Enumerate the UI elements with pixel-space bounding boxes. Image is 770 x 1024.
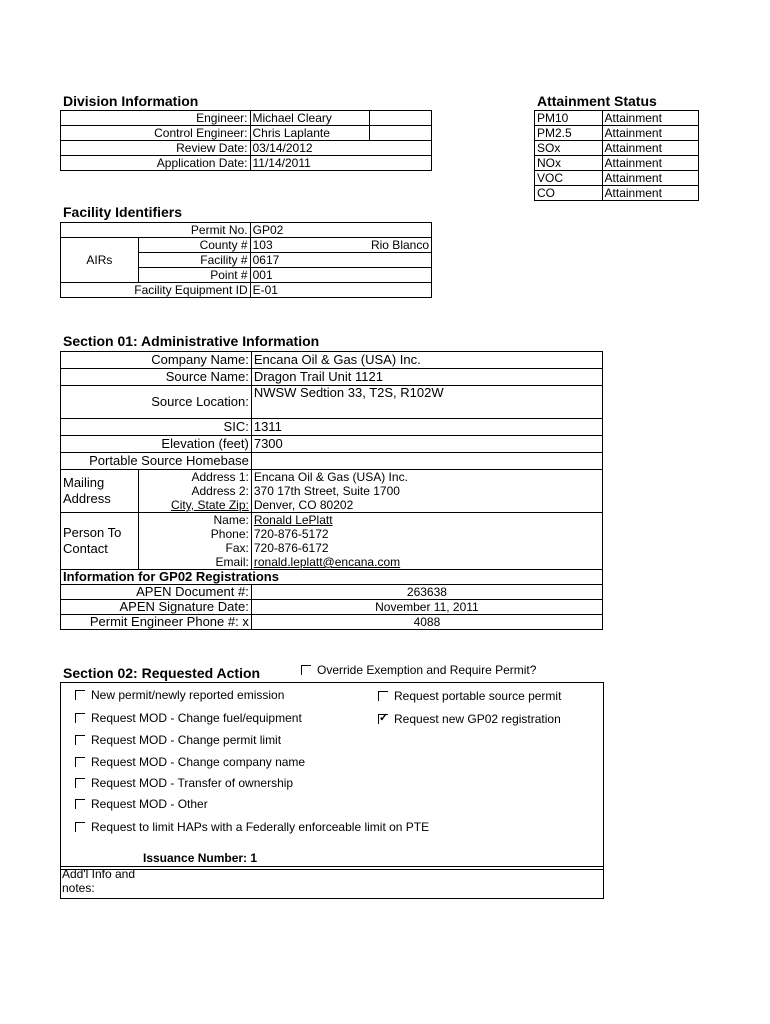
checkbox-checked-icon[interactable] bbox=[378, 714, 388, 724]
phone-label: Phone: bbox=[138, 527, 251, 541]
table-row bbox=[61, 111, 432, 126]
point-value: 001 bbox=[250, 268, 431, 283]
application-date-value: 11/14/2011 bbox=[250, 156, 432, 171]
facility-number-label: Facility # bbox=[138, 253, 250, 268]
permit-label: Permit No. bbox=[61, 223, 251, 238]
phone-ext-label: Permit Engineer Phone #: x bbox=[61, 615, 252, 630]
fax-label: Fax: bbox=[138, 541, 251, 555]
table-row bbox=[61, 585, 603, 600]
status-cell: Attainment bbox=[602, 141, 698, 156]
table-row bbox=[61, 513, 603, 528]
airs-label: AIRs bbox=[61, 238, 139, 283]
location-label: Source Location: bbox=[61, 386, 252, 419]
gp02-header: Information for GP02 Registrations bbox=[61, 570, 603, 585]
attainment-title: Attainment Status bbox=[537, 93, 657, 109]
city-label: City, State Zip: bbox=[138, 498, 251, 513]
pollutant-cell: SOx bbox=[535, 141, 603, 156]
table-row bbox=[61, 570, 603, 585]
checkbox-icon[interactable] bbox=[75, 713, 85, 723]
sic-label: SIC: bbox=[61, 419, 252, 436]
table-row bbox=[61, 141, 432, 156]
homebase-label: Portable Source Homebase bbox=[61, 453, 252, 470]
pollutant-cell: PM10 bbox=[535, 111, 603, 126]
apen-sig-label: APEN Signature Date: bbox=[61, 600, 252, 615]
engineer-value: Michael Cleary bbox=[250, 111, 370, 126]
source-label: Source Name: bbox=[61, 369, 252, 386]
table-row bbox=[61, 615, 603, 630]
checkbox-icon[interactable] bbox=[75, 822, 85, 832]
admin-table bbox=[60, 351, 603, 630]
name-value: Ronald LePlatt bbox=[251, 513, 602, 528]
status-cell: Attainment bbox=[602, 111, 698, 126]
status-cell: Attainment bbox=[602, 186, 698, 201]
option-change-limit[interactable]: Request MOD - Change permit limit bbox=[75, 733, 281, 747]
issuance-number: Issuance Number: 1 bbox=[143, 851, 258, 865]
table-row bbox=[61, 156, 432, 171]
table-row bbox=[61, 386, 603, 419]
checkbox-icon[interactable] bbox=[75, 778, 85, 788]
section01-title: Section 01: Administrative Information bbox=[63, 333, 320, 349]
table-row bbox=[61, 498, 603, 513]
company-label: Company Name: bbox=[61, 352, 252, 369]
application-date-label: Application Date: bbox=[61, 156, 251, 171]
table-row bbox=[61, 352, 603, 369]
location-value: NWSW Sedtion 33, T2S, R102W bbox=[251, 386, 602, 419]
table-row bbox=[61, 541, 603, 555]
elevation-value: 7300 bbox=[251, 436, 602, 453]
apen-doc-value: 263638 bbox=[251, 585, 602, 600]
table-row bbox=[61, 369, 603, 386]
fax-value: 720-876-6172 bbox=[251, 541, 602, 555]
pollutant-cell: VOC bbox=[535, 171, 603, 186]
table-row bbox=[535, 111, 699, 126]
option-new-permit[interactable]: New permit/newly reported emission bbox=[75, 688, 284, 702]
phone-value: 720-876-5172 bbox=[251, 527, 602, 541]
table-row bbox=[535, 126, 699, 141]
elevation-label: Elevation (feet) bbox=[61, 436, 252, 453]
city-value: Denver, CO 80202 bbox=[251, 498, 602, 513]
table-row bbox=[61, 470, 603, 485]
table-row bbox=[535, 171, 699, 186]
table-row bbox=[61, 283, 432, 298]
attainment-table bbox=[534, 110, 699, 201]
engineer-label: Engineer: bbox=[61, 111, 251, 126]
facility-table bbox=[60, 222, 432, 298]
review-date-label: Review Date: bbox=[61, 141, 251, 156]
county-label: County # bbox=[138, 238, 250, 253]
table-row bbox=[61, 453, 603, 470]
pollutant-cell: NOx bbox=[535, 156, 603, 171]
name-label: Name: bbox=[138, 513, 251, 528]
county-name: Rio Blanco bbox=[370, 238, 429, 252]
mailing-label: Mailing Address bbox=[61, 470, 139, 513]
company-value: Encana Oil & Gas (USA) Inc. bbox=[251, 352, 602, 369]
email-label: Email: bbox=[138, 555, 251, 570]
section02-title: Section 02: Requested Action bbox=[63, 665, 261, 681]
email-value[interactable]: ronald.leplatt@encana.com bbox=[251, 555, 602, 570]
override-option[interactable]: Override Exemption and Require Permit? bbox=[301, 663, 536, 677]
table-row bbox=[61, 223, 432, 238]
point-label: Point # bbox=[138, 268, 250, 283]
status-cell: Attainment bbox=[602, 156, 698, 171]
control-engineer-label: Control Engineer: bbox=[61, 126, 251, 141]
table-row bbox=[61, 436, 603, 453]
facility-title: Facility Identifiers bbox=[63, 204, 183, 220]
division-title: Division Information bbox=[63, 93, 199, 109]
table-row bbox=[535, 156, 699, 171]
table-row bbox=[61, 419, 603, 436]
sic-value: 1311 bbox=[251, 419, 602, 436]
facility-number-value: 0617 bbox=[250, 253, 431, 268]
status-cell: Attainment bbox=[602, 171, 698, 186]
checkbox-icon[interactable] bbox=[75, 757, 85, 767]
table-row bbox=[61, 555, 603, 570]
checkbox-icon[interactable] bbox=[75, 799, 85, 809]
pollutant-cell: CO bbox=[535, 186, 603, 201]
equipment-id-label: Facility Equipment ID bbox=[61, 283, 251, 298]
checkbox-icon[interactable] bbox=[301, 665, 311, 675]
checkbox-icon[interactable] bbox=[75, 690, 85, 700]
apen-sig-value: November 11, 2011 bbox=[251, 600, 602, 615]
county-value: 103 bbox=[252, 238, 273, 252]
source-value: Dragon Trail Unit 1121 bbox=[251, 369, 602, 386]
control-engineer-value: Chris Laplante bbox=[250, 126, 370, 141]
table-row bbox=[61, 126, 432, 141]
address2-label: Address 2: bbox=[138, 484, 251, 498]
review-date-value: 03/14/2012 bbox=[250, 141, 432, 156]
apen-doc-label: APEN Document #: bbox=[61, 585, 252, 600]
option-portable-source[interactable]: Request portable source permit bbox=[378, 689, 561, 703]
option-mod-other[interactable]: Request MOD - Other bbox=[75, 797, 208, 811]
division-table bbox=[60, 110, 432, 171]
contact-label: Person To Contact bbox=[61, 513, 139, 570]
pollutant-cell: PM2.5 bbox=[535, 126, 603, 141]
phone-ext-value: 4088 bbox=[251, 615, 602, 630]
table-row bbox=[535, 186, 699, 201]
checkbox-icon[interactable] bbox=[75, 735, 85, 745]
table-row bbox=[61, 238, 432, 253]
status-cell: Attainment bbox=[602, 126, 698, 141]
equipment-id-value: E-01 bbox=[250, 283, 431, 298]
table-row bbox=[535, 141, 699, 156]
checkbox-icon[interactable] bbox=[378, 691, 388, 701]
option-limit-haps[interactable]: Request to limit HAPs with a Federally enforceable limit on PTE bbox=[75, 820, 429, 834]
table-row bbox=[61, 484, 603, 498]
table-row bbox=[61, 527, 603, 541]
address1-value: Encana Oil & Gas (USA) Inc. bbox=[251, 470, 602, 485]
address1-label: Address 1: bbox=[138, 470, 251, 485]
option-change-fuel[interactable]: Request MOD - Change fuel/equipment bbox=[75, 711, 302, 725]
table-row bbox=[61, 600, 603, 615]
address2-value: 370 17th Street, Suite 1700 bbox=[251, 484, 602, 498]
notes-label: Add'l Info and notes: bbox=[62, 867, 136, 895]
permit-value: GP02 bbox=[250, 223, 431, 238]
option-transfer-ownership[interactable]: Request MOD - Transfer of ownership bbox=[75, 776, 293, 790]
option-change-company[interactable]: Request MOD - Change company name bbox=[75, 755, 305, 769]
option-new-gp02[interactable]: ✓Request new GP02 registration bbox=[378, 712, 561, 726]
